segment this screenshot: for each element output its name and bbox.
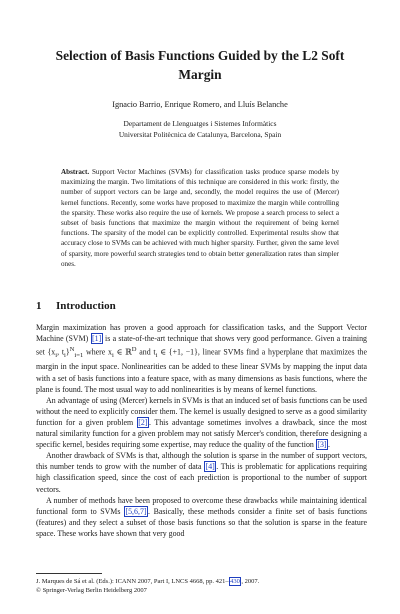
paragraph-1-text-d: , t bbox=[57, 347, 65, 357]
footnote-rule bbox=[36, 573, 102, 574]
citation-link[interactable]: [2] bbox=[138, 417, 148, 427]
math-subscript: i bbox=[55, 352, 58, 360]
section-title: Introduction bbox=[56, 300, 116, 312]
section-number: 1 bbox=[36, 300, 42, 312]
abstract-text: Support Vector Machines (SVMs) for classification tasks produce sparse models by maximizing the margin. Two limitations of this technique are considered in this work: firstly, the number of support vectors can be large and, secondly, the model requires the use of (Mercer) kernel functions. Recently, some works have proposed to maximize the margin while controlling the sparsity. These works also require the use of kernels. We propose a search process to select a subset of basis functions that maximize the margin without the requirement of being kernel functions. The sparsity of the model can be explicitly controlled. Experimental results show that accuracy close to SVMs can be achieved with much higher sparsity. Further, given the same level of sparsity, more powerful search strategies tend to obtain better generalization rates than simpler ones. bbox=[61, 168, 339, 268]
paragraph-3-text-b: . This is problematic for applications requiring high classification speed, since the cost of each prediction is proportional to the number of support vectors. bbox=[36, 462, 367, 494]
body-text bbox=[36, 322, 367, 539]
section-heading bbox=[36, 300, 116, 312]
paragraph-4-text-a: A number of methods have been proposed to overcome these drawbacks while maintaining identical functional form to SVMs bbox=[36, 495, 367, 516]
copyright-line: © Springer-Verlag Berlin Heidelberg 2007 bbox=[36, 587, 147, 594]
paragraph-4 bbox=[36, 495, 367, 539]
paragraph-1-text-k: ∈ ℝ bbox=[113, 347, 132, 357]
paragraph-2-text-a: An advantage of using (Mercer) kernels in SVMs is that an induced set of basis functions can be used without the need to explicitly consider them. The kernel is usually designed to serve as a good similarity function for a given problem bbox=[36, 395, 367, 427]
author-list: Ignacio Barrio, Enrique Romero, and Lluís Belanche bbox=[112, 100, 288, 109]
citation-link[interactable]: [1] bbox=[92, 334, 102, 344]
footnote-citation-text: J. Marques de Sá et al. (Eds.): ICANN 2007, Part I, LNCS 4668, pp. 421– bbox=[36, 578, 229, 585]
citation-link[interactable]: [3] bbox=[317, 440, 327, 450]
paragraph-3 bbox=[36, 450, 367, 494]
affiliation-university: Universitat Politècnica de Catalunya, Barcelona, Spain bbox=[118, 130, 282, 139]
paragraph-3-text-a: Another drawback of SVMs is that, although the solution is sparse in the number of support vectors, this number tends to grow with the number of data bbox=[36, 451, 367, 472]
math-subscript: i bbox=[64, 352, 66, 360]
math-superscript: N bbox=[69, 346, 75, 354]
footnote-citation bbox=[36, 577, 367, 586]
paragraph-1-text-a: Margin maximization has proven a good approach for classification tasks, and the Support Vector Machine (SVM) bbox=[36, 323, 367, 344]
paragraph-2 bbox=[36, 395, 367, 450]
affiliation-department: Departament de Llenguatges i Sistemes Informàtics bbox=[123, 119, 277, 128]
paragraph-1 bbox=[36, 322, 367, 395]
math-subscript: i bbox=[155, 352, 158, 360]
abstract bbox=[61, 167, 339, 269]
paragraph-4-text-b: . Basically, these methods consider a finite set of basis functions (features) and they select a subset of those basis functions so that the solution is sparse in the feature space. These works have shown that very good bbox=[36, 506, 367, 538]
page-link[interactable]: 430 bbox=[230, 578, 240, 585]
citation-link[interactable]: [5,6,7] bbox=[125, 506, 147, 516]
paragraph-2-text-b: . This advantage sometimes involves a drawback, since the most natural similarity function for a given problem may not satisfy Mercer's condition, therefore designing a specific kernel, besides requiring some expertise, may reduce the quality of the function bbox=[36, 417, 367, 450]
footnote-citation-end: , 2007. bbox=[241, 578, 260, 585]
paragraph-1-text-o: ∈ {+1, −1}, linear SVMs find a hyperplane that maximizes the margin in the input space. Nonlinearities can be added to these linear SVMs by mapping the input data with a set of basis functions into a feature space, with as many dimensions as basis functions, where the plane is found. The most usual way to add nonlinearities is by means of kernel functions. bbox=[36, 347, 367, 394]
paragraph-2-text-c: . bbox=[328, 440, 330, 450]
math-subscript: i=1 bbox=[74, 352, 84, 360]
citation-link[interactable]: [4] bbox=[205, 462, 215, 472]
abstract-label: Abstract. bbox=[61, 168, 90, 176]
math-subscript: i bbox=[112, 352, 114, 360]
affiliation bbox=[40, 118, 360, 140]
math-superscript: D bbox=[131, 346, 137, 354]
paragraph-1-text-f: } bbox=[65, 347, 70, 357]
paragraph-1-text-m: and t bbox=[136, 347, 156, 357]
footnote bbox=[36, 577, 367, 595]
paragraph-1-text-i: where x bbox=[83, 347, 112, 357]
paper-title: Selection of Basis Functions Guided by the L2 Soft Margin bbox=[55, 48, 345, 82]
paragraph-1-text-b: is a state-of-the-art technique that shows very good performance. Given a training set {x bbox=[36, 334, 367, 357]
